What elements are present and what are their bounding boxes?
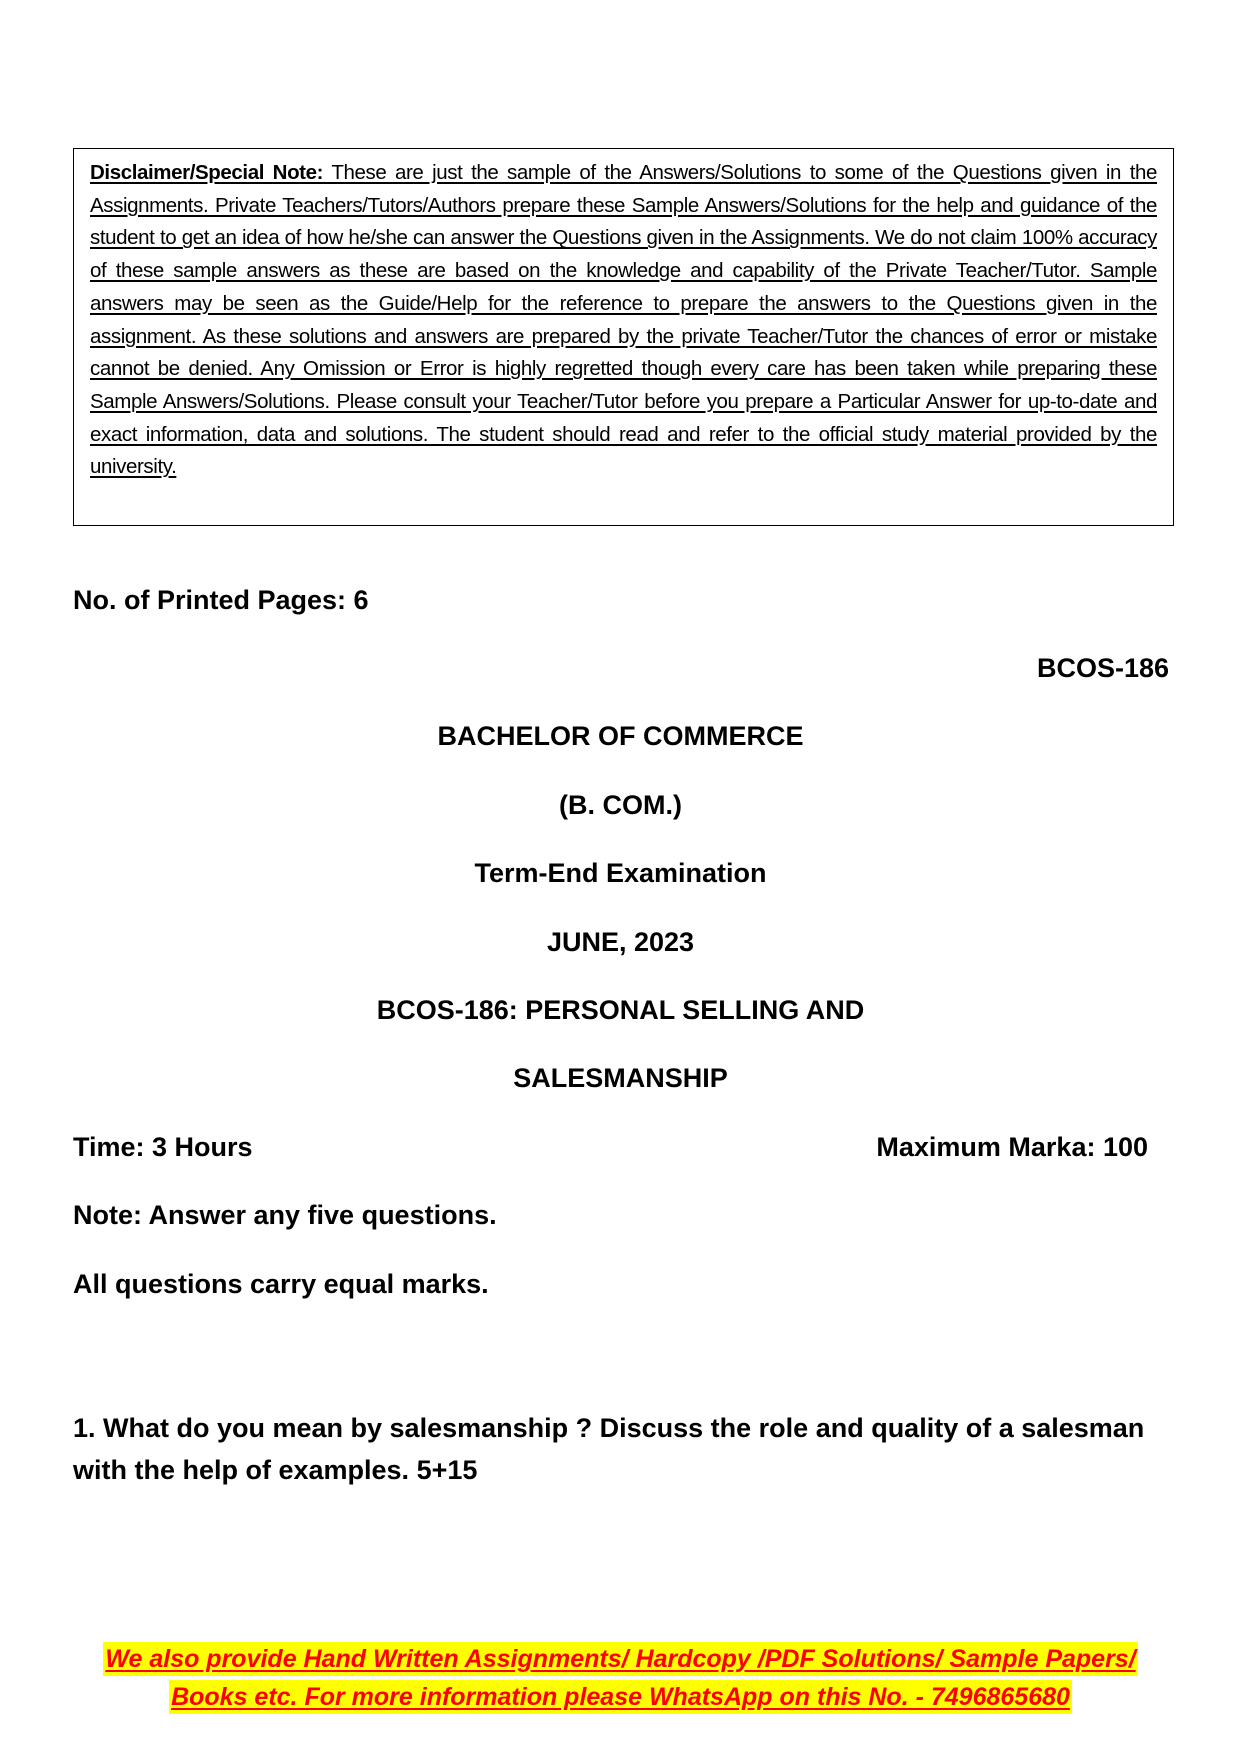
printed-pages: No. of Printed Pages: 6	[73, 585, 369, 615]
question-1: 1. What do you mean by salesmanship ? Discuss the role and quality of a salesman with the help of examples. 5+15	[73, 1413, 1145, 1485]
promo-footer	[0, 1642, 1241, 1718]
course-code: BCOS-186	[1036, 653, 1169, 683]
exam-duration: Time: 3 Hours	[73, 1132, 253, 1162]
exam-session: JUNE, 2023	[546, 927, 695, 957]
promo-line-2: Books etc. For more information please WhatsApp on this No. - 7496865680	[169, 1680, 1072, 1714]
paper-title-line-1: BCOS-186: PERSONAL SELLING AND	[376, 995, 865, 1025]
disclaimer-box	[73, 148, 1174, 526]
disclaimer-label: Disclaimer/Special Note:	[90, 161, 324, 184]
degree-abbreviation: (B. COM.)	[559, 790, 682, 820]
paper-title-line-2: SALESMANSHIP	[513, 1063, 728, 1093]
answer-note: Note: Answer any five questions.	[73, 1200, 497, 1230]
exam-type: Term-End Examination	[474, 858, 767, 888]
marks-note: All questions carry equal marks.	[73, 1269, 489, 1299]
maximum-marks: Maximum Marka: 100	[876, 1132, 1148, 1162]
disclaimer-body: These are just the sample of the Answers/Solutions to some of the Questions given in the Assignments. Private Teachers/Tutors/Authors prepare these Sample Answers/Solutions for the help and guidance of the student to get an idea of how he/she can answer the Questions given in the Assignments. We do not claim 100% accuracy of these sample answers as these are based on the knowledge and capability of the Private Teacher/Tutor. Sample answers may be seen as the Guide/Help for the reference to prepare the answers to the Questions given in the assignment. As these solutions and answers are prepared by the private Teacher/Tutor the chances of error or mistake cannot be denied. Any Omission or Error is highly regretted though every care has been taken while preparing these Sample Answers/Solutions. Please consult your Teacher/Tutor before you prepare a Particular Answer for up-to-date and exact information, data and solutions. The student should read and refer to the official study material provided by the university.	[90, 161, 1157, 479]
promo-line-1: We also provide Hand Written Assignments/ Hardcopy /PDF Solutions/ Sample Papers/	[103, 1642, 1137, 1676]
degree-title: BACHELOR OF COMMERCE	[437, 721, 804, 751]
disclaimer-paragraph	[90, 157, 1157, 484]
